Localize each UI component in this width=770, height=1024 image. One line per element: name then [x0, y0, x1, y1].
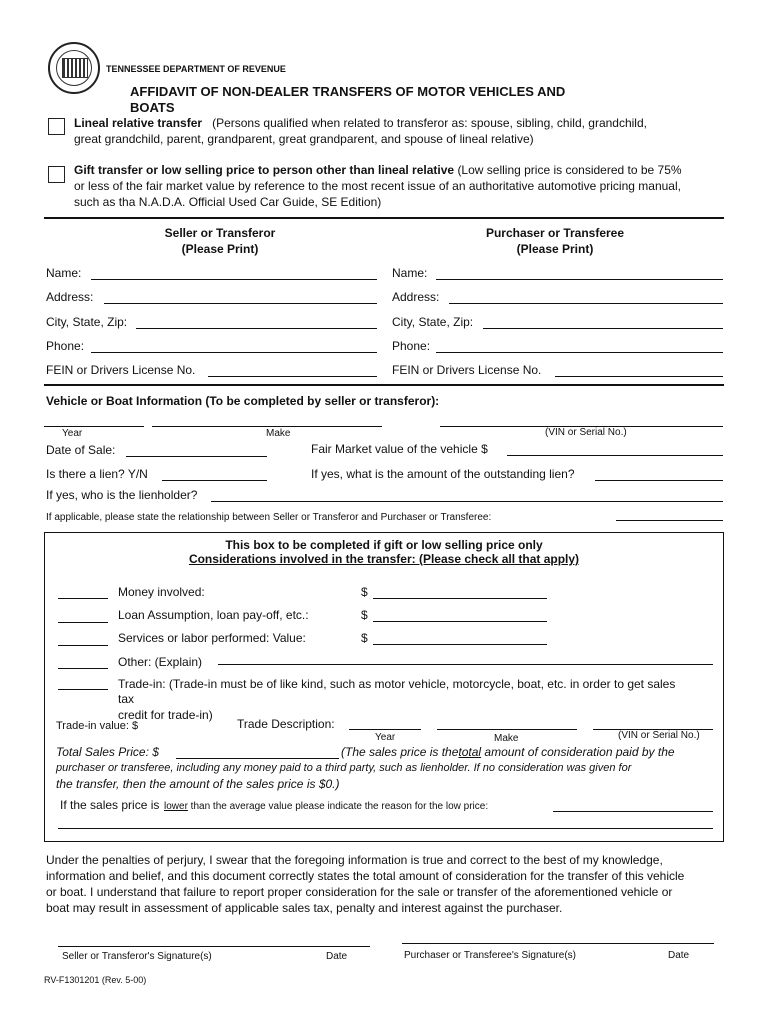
lien-amount-field[interactable]: [595, 466, 723, 481]
vehicle-make-caption: Make: [266, 428, 291, 439]
low-price-part2: than the average value please indicate the reason for the low price:: [187, 801, 489, 812]
services-check-blank[interactable]: [58, 631, 108, 646]
lineal-relative-desc1: (Persons qualified when related to transferor as: spouse, sibling, child, grandchild,: [212, 116, 647, 130]
buyer-phone-field[interactable]: [436, 338, 723, 353]
total-note-emphasis: total: [458, 745, 482, 759]
loan-label: Loan Assumption, loan pay-off, etc.:: [118, 608, 309, 622]
buyer-date-label: Date: [668, 950, 690, 961]
trade-year-field[interactable]: [349, 715, 421, 730]
buyer-heading: Purchaser or Transferee: [485, 226, 625, 240]
seller-name-label: Name:: [46, 266, 82, 280]
seller-csz-field[interactable]: [136, 314, 377, 329]
loan-dollar: $: [361, 608, 368, 622]
lienholder-field[interactable]: [211, 487, 723, 502]
money-check-blank[interactable]: [58, 584, 108, 599]
low-price-text: [164, 801, 488, 812]
trade-make-caption: Make: [494, 733, 519, 744]
other-explain-field[interactable]: [218, 650, 713, 665]
buyer-csz-label: City, State, Zip:: [392, 315, 474, 329]
vehicle-vin-caption: (VIN or Serial No.): [545, 427, 627, 438]
trade-description-label: Trade Description:: [237, 717, 335, 731]
total-sales-label: Total Sales Price: $: [56, 745, 159, 759]
trade-year-caption: Year: [375, 732, 396, 743]
seller-address-field[interactable]: [104, 289, 377, 304]
seller-address-label: Address:: [46, 290, 94, 304]
trade-vin-field[interactable]: [593, 715, 713, 730]
total-sales-note: [341, 745, 675, 759]
section-divider: [44, 217, 724, 219]
trade-make-field[interactable]: [437, 715, 577, 730]
seller-phone-field[interactable]: [91, 338, 377, 353]
buyer-address-label: Address:: [392, 290, 440, 304]
buyer-address-field[interactable]: [449, 289, 723, 304]
form-number: RV-F1301201 (Rev. 5-00): [44, 975, 147, 985]
vehicle-vin-field[interactable]: [440, 412, 723, 427]
perjury-line2: information and belief, and this document correctly states the total amount of consideration for the transfer of this vehicle: [46, 869, 685, 883]
total-sales-field[interactable]: [176, 744, 339, 759]
lineal-relative-desc2: great grandchild, parent, grandparent, great grandparent, and spouse of lineal relative): [74, 132, 534, 146]
agency-name: TENNESSEE DEPARTMENT OF REVENUE: [106, 64, 286, 74]
gift-transfer-label: Gift transfer or low selling price to person other than lineal relative: [74, 163, 455, 177]
loan-check-blank[interactable]: [58, 608, 108, 623]
seller-heading-sub: (Please Print): [181, 242, 259, 256]
date-of-sale-label: Date of Sale:: [46, 443, 116, 457]
seller-phone-label: Phone:: [46, 339, 85, 353]
lien-amount-label: If yes, what is the amount of the outstanding lien?: [311, 467, 575, 481]
buyer-signature-label: Purchaser or Transferee's Signature(s): [404, 950, 576, 961]
total-note-part1: (The sales price is the: [341, 745, 459, 759]
loan-amount-field[interactable]: [373, 607, 547, 622]
low-price-part1: If the sales price is: [60, 798, 160, 812]
services-amount-field[interactable]: [373, 630, 547, 645]
lineal-relative-checkbox[interactable]: [48, 118, 65, 135]
seller-heading: Seller or Transferor: [164, 226, 276, 240]
seller-name-field[interactable]: [91, 265, 377, 280]
trade-vin-caption: (VIN or Serial No.): [618, 730, 700, 741]
vehicle-heading: Vehicle or Boat Information (To be completed by seller or transferor):: [46, 394, 440, 408]
other-check-blank[interactable]: [58, 654, 108, 669]
fmv-field[interactable]: [507, 441, 723, 456]
seller-csz-label: City, State, Zip:: [46, 315, 128, 329]
low-price-reason-field2[interactable]: [58, 814, 713, 829]
low-price-emphasis: lower: [164, 801, 188, 812]
services-label: Services or labor performed: Value:: [118, 631, 306, 645]
seller-signature-label: Seller or Transferor's Signature(s): [62, 951, 212, 962]
relationship-label: If applicable, please state the relationship between Seller or Transferor and Purchaser or Transferee:: [46, 512, 492, 523]
vehicle-make-field[interactable]: [152, 412, 382, 427]
lineal-relative-text: [74, 116, 647, 130]
buyer-fein-field[interactable]: [555, 362, 723, 377]
tradein-value-label: Trade-in value: $: [56, 720, 139, 732]
seller-fein-field[interactable]: [208, 362, 377, 377]
vehicle-year-field[interactable]: [44, 412, 144, 427]
lien-label: Is there a lien? Y/N: [46, 467, 148, 481]
other-label: Other: (Explain): [118, 655, 203, 669]
gift-transfer-desc3: such as tha N.A.D.A. Official Used Car Guide, SE Edition): [74, 195, 382, 209]
buyer-name-field[interactable]: [436, 265, 723, 280]
tradein-check-blank[interactable]: [58, 675, 108, 690]
perjury-statement: [46, 852, 728, 916]
date-of-sale-field[interactable]: [126, 442, 267, 457]
form-title-line1: AFFIDAVIT OF NON-DEALER TRANSFERS OF MOTOR VEHICLES AND: [130, 84, 566, 99]
seller-date-label: Date: [326, 951, 348, 962]
money-dollar: $: [361, 585, 368, 599]
seller-signature-field[interactable]: [58, 932, 370, 947]
seller-fein-label: FEIN or Drivers License No.: [46, 363, 196, 377]
tradein-desc3: credit for trade-in): [118, 708, 213, 722]
vehicle-year-caption: Year: [62, 428, 83, 439]
buyer-heading-sub: (Please Print): [516, 242, 594, 256]
money-amount-field[interactable]: [373, 584, 547, 599]
tradein-desc2: tax: [118, 692, 135, 706]
lienholder-label: If yes, who is the lienholder?: [46, 488, 198, 502]
low-price-reason-field[interactable]: [553, 797, 713, 812]
total-note-line3: purchaser or transferee, including any money paid to a third party, such as lienholder. If no consideration was given for: [56, 762, 632, 774]
gift-transfer-text: [74, 163, 682, 177]
form-title-line2: BOATS: [130, 100, 175, 115]
relationship-field[interactable]: [616, 506, 723, 521]
low-price-label: [60, 798, 159, 812]
total-note-part2: amount of consideration paid by the: [481, 745, 675, 759]
section-divider: [44, 384, 724, 386]
gift-transfer-desc1: (Low selling price is considered to be 75%: [457, 163, 682, 177]
services-dollar: $: [361, 631, 368, 645]
buyer-name-label: Name:: [392, 266, 428, 280]
consideration-heading1: This box to be completed if gift or low selling price only: [225, 538, 543, 552]
gift-transfer-desc2: or less of the fair market value by reference to the most recent issue of an authoritative automotive pricing manual,: [74, 179, 681, 193]
perjury-line3: or boat. I understand that failure to report proper consideration for the sale or transfer of the aforementioned vehicle or: [46, 885, 673, 899]
buyer-phone-label: Phone:: [392, 339, 431, 353]
perjury-line1: Under the penalties of perjury, I swear that the foregoing information is true and correct to the best of my knowledge,: [46, 853, 663, 867]
lineal-relative-label: Lineal relative transfer: [74, 116, 203, 130]
fmv-label: Fair Market value of the vehicle $: [311, 442, 488, 456]
buyer-csz-field[interactable]: [483, 314, 723, 329]
buyer-signature-field[interactable]: [402, 929, 714, 944]
gift-transfer-checkbox[interactable]: [48, 166, 65, 183]
perjury-line4: boat may result in assessment of applicable sales tax, penalty and interest against the purchaser.: [46, 901, 563, 915]
tennessee-seal-icon: [48, 42, 100, 94]
buyer-fein-label: FEIN or Drivers License No.: [392, 363, 542, 377]
money-label: Money involved:: [118, 585, 205, 599]
total-note-line4: the transfer, then the amount of the sales price is $0.): [56, 777, 340, 791]
lien-field[interactable]: [162, 466, 267, 481]
consideration-heading2: Considerations involved in the transfer: (Please check all that apply): [188, 552, 580, 566]
tradein-desc1: Trade-in: (Trade-in must be of like kind, such as motor vehicle, motorcycle, boat, etc. in order to get sales: [118, 677, 676, 691]
